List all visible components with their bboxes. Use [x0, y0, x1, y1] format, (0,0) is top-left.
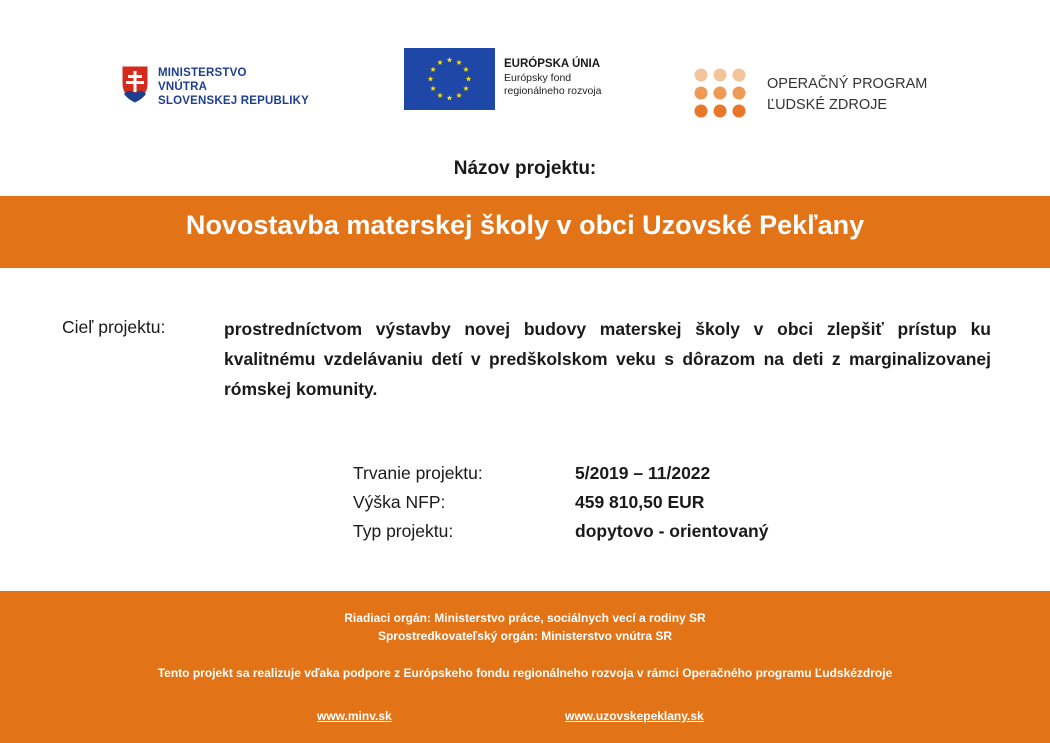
- footer-banner: [0, 591, 1050, 743]
- op-logo-text: [767, 74, 927, 116]
- detail-row-duration: [353, 459, 768, 488]
- duration-label: Trvanie projektu:: [353, 463, 483, 483]
- type-label: Typ projektu:: [353, 521, 454, 541]
- op-dot-icon: [714, 105, 727, 118]
- goal-label: Cieľ projektu:: [62, 317, 166, 337]
- managing-authority: Riadiaci orgán: Ministerstvo práce, sociálnych vecí a rodiny SR: [344, 611, 706, 625]
- ministry-logo-line1: MINISTERSTVO: [158, 67, 247, 79]
- op-dot-icon: [714, 69, 727, 82]
- project-title: Novostavba materskej školy v obci Uzovské Pekľany: [185, 210, 865, 240]
- intermediate-body: Sprostredkovateľský orgán: Ministerstvo vnútra SR: [377, 629, 673, 643]
- op-dot-icon: [695, 87, 708, 100]
- eu-flag-icon: [404, 48, 495, 110]
- project-details: [353, 459, 768, 546]
- eu-logo-line1: EURÓPSKA ÚNIA: [504, 58, 601, 70]
- eu-logo-line2: Európsky fond: [504, 72, 572, 84]
- title-banner: [0, 196, 1050, 268]
- detail-row-type: [353, 517, 768, 546]
- funding-statement: Tento projekt sa realizuje vďaka podpore z Európskeho fondu regionálneho rozvoja v rámci Operačného programu Ľudskézdroje: [157, 666, 893, 680]
- detail-row-nfp: [353, 488, 768, 517]
- op-dot-icon: [733, 69, 746, 82]
- op-logo-line1: OPERAČNÝ PROGRAM: [767, 76, 928, 92]
- op-dot-icon: [695, 69, 708, 82]
- minv-link[interactable]: www.minv.sk: [317, 709, 392, 723]
- ministry-logo: [120, 64, 350, 124]
- op-dot-icon: [733, 87, 746, 100]
- eu-logo-text: [504, 58, 601, 98]
- nfp-label: Výška NFP:: [353, 492, 446, 512]
- municipality-link[interactable]: www.uzovskepeklany.sk: [565, 709, 704, 723]
- op-dot-icon: [695, 105, 708, 118]
- ministry-logo-line3: SLOVENSKEJ REPUBLIKY: [158, 95, 309, 107]
- op-dots-icon: [693, 67, 747, 119]
- nfp-value: 459 810,50 EUR: [575, 492, 705, 512]
- type-value: dopytovo - orientovaný: [575, 521, 769, 541]
- ministry-logo-line2: VNÚTRA: [158, 81, 208, 93]
- slovak-coat-of-arms-icon: [120, 64, 150, 104]
- op-logo-line2: ĽUDSKÉ ZDROJE: [767, 97, 888, 113]
- op-dot-icon: [714, 87, 727, 100]
- op-dot-icon: [733, 105, 746, 118]
- duration-value: 5/2019 – 11/2022: [575, 463, 711, 483]
- eu-logo-line3: regionálneho rozvoja: [504, 85, 602, 97]
- project-name-label: Názov projektu:: [453, 158, 597, 179]
- goal-text: prostredníctvom výstavby novej budovy materskej školy v obci zlepšiť prístup ku kvalitnému vzdelávaniu detí v predškolskom veku s dôrazom na deti z marginalizovanej rómskej komunity.: [224, 319, 991, 399]
